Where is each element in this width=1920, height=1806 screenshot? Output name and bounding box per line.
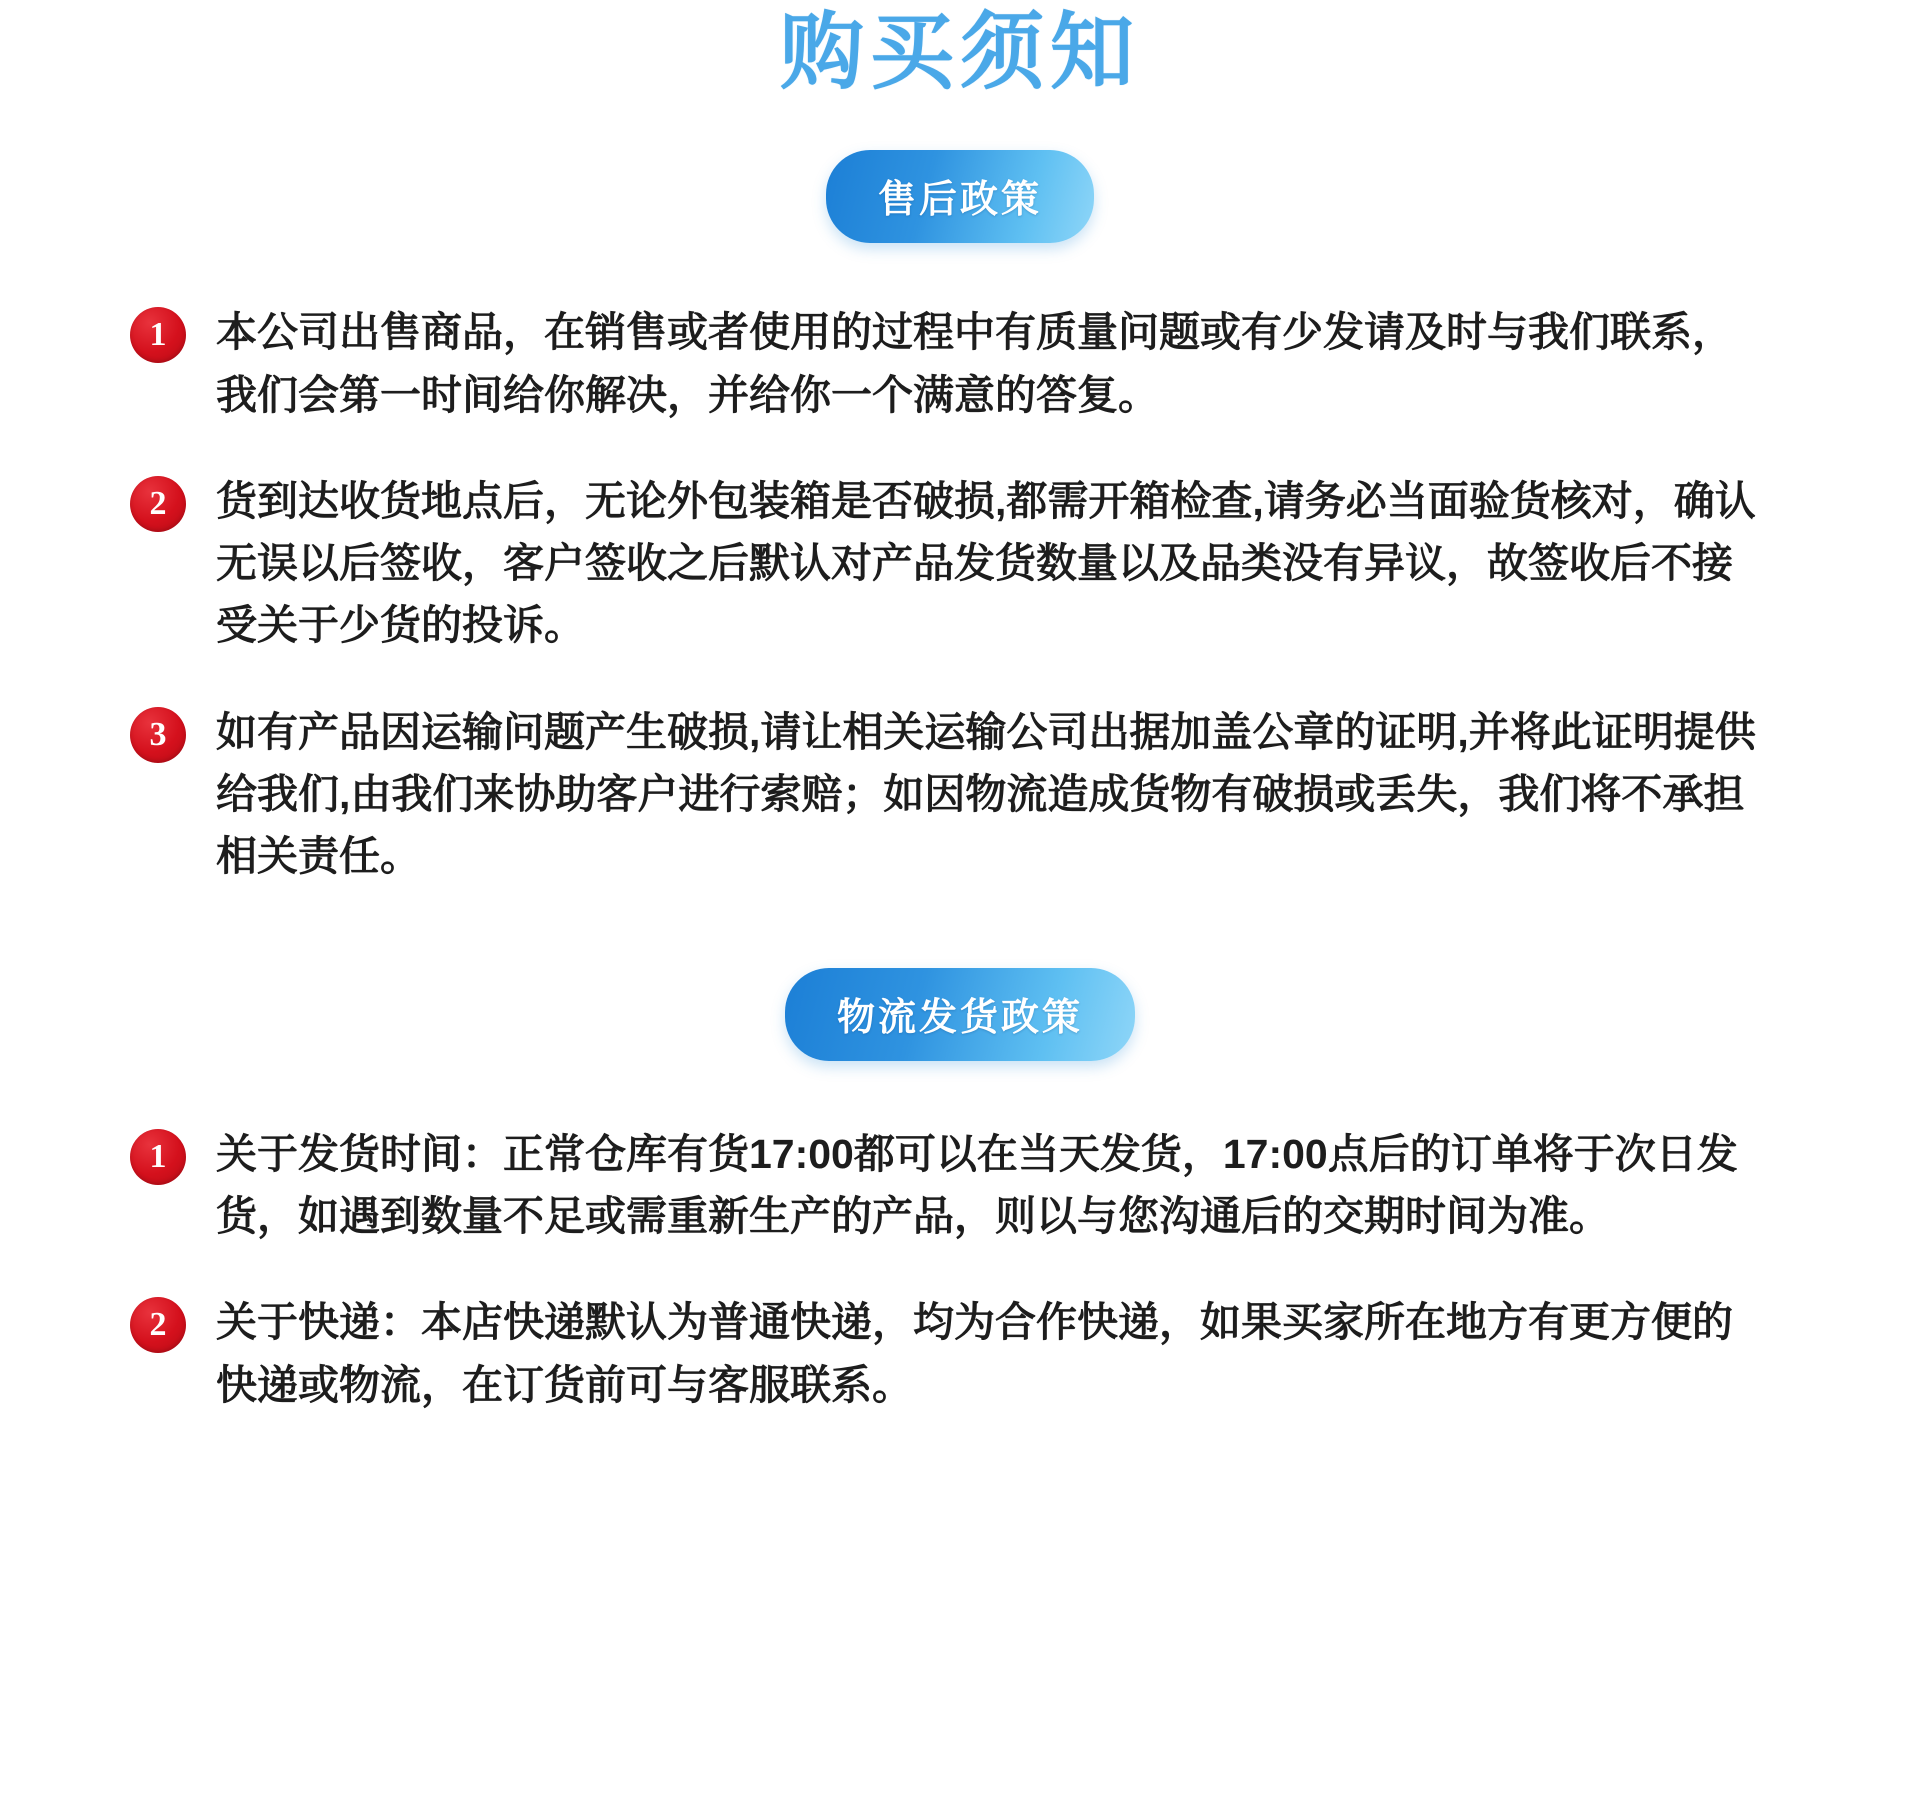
item-text: 如有产品因运输问题产生破损,请让相关运输公司出据加盖公章的证明,并将此证明提供给我们,由我们来协助客户进行索赔；如因物流造成货物有破损或丢失，我们将不承担相关责任。 (216, 708, 1756, 880)
page-title: 购买须知 (779, 5, 1140, 99)
item-number-badge: 1 (130, 1129, 186, 1185)
logistics-policy-list (0, 1123, 1920, 1416)
list-item (0, 1291, 1920, 1416)
section-pill-label: 物流发货政策 (785, 968, 1135, 1061)
item-number-badge: 1 (130, 307, 186, 363)
list-item (0, 470, 1920, 657)
item-text: 关于快递：本店快递默认为普通快递，均为合作快递，如果买家所在地方有更方便的快递或物流，在订货前可与客服联系。 (216, 1299, 1733, 1408)
item-number-badge: 2 (130, 1297, 186, 1353)
item-text: 货到达收货地点后，无论外包装箱是否破损,都需开箱检查,请务必当面验货核对，确认无误以后签收，客户签收之后默认对产品发货数量以及品类没有异议，故签收后不接受关于少货的投诉。 (216, 477, 1756, 649)
item-text: 关于发货时间：正常仓库有货17:00都可以在当天发货，17:00点后的订单将于次日发货，如遇到数量不足或需重新生产的产品，则以与您沟通后的交期时间为准。 (216, 1130, 1738, 1239)
after-sales-policy-list (0, 301, 1920, 888)
item-number-badge: 3 (130, 707, 186, 763)
list-item (0, 1123, 1920, 1248)
section-heading-logistics (0, 968, 1920, 1061)
section-pill-label: 售后政策 (826, 150, 1094, 243)
list-item (0, 701, 1920, 888)
section-heading-after-sales (0, 150, 1920, 243)
item-number-badge: 2 (130, 476, 186, 532)
item-text: 本公司出售商品，在销售或者使用的过程中有质量问题或有少发请及时与我们联系，我们会第一时间给你解决，并给你一个满意的答复。 (216, 309, 1733, 418)
list-item (0, 301, 1920, 426)
